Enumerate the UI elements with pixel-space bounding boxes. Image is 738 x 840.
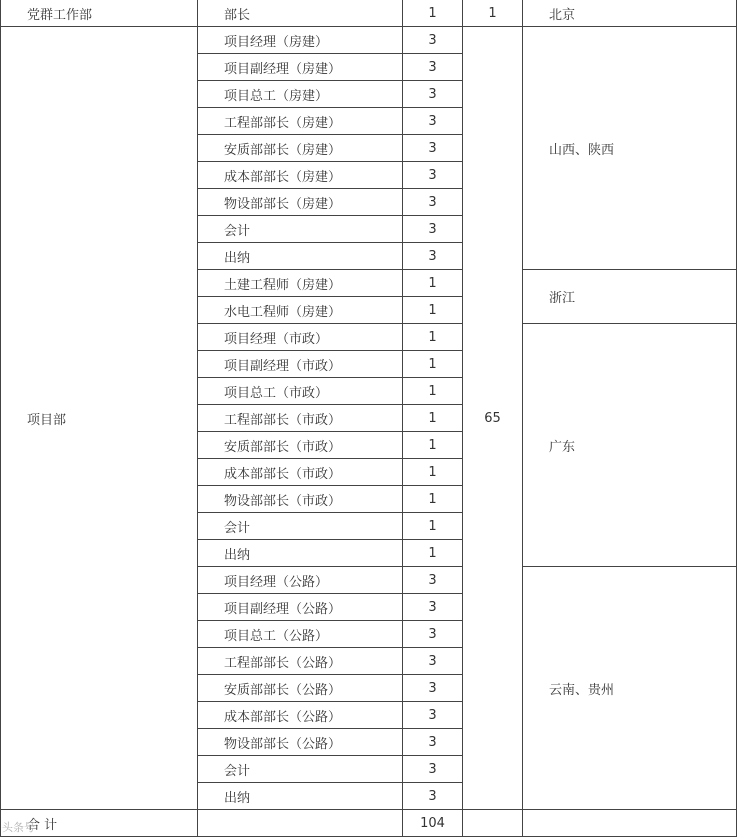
position-cell: 部长 <box>198 0 403 27</box>
position-cell: 项目副经理（市政） <box>198 351 403 378</box>
position-cell: 出纳 <box>198 783 403 810</box>
position-cell: 项目经理（公路） <box>198 567 403 594</box>
location-cell: 广东 <box>523 324 737 567</box>
subtotal-cell: 65 <box>463 27 523 810</box>
location-cell: 云南、贵州 <box>523 567 737 810</box>
position-cell: 出纳 <box>198 540 403 567</box>
count-cell: 1 <box>403 297 463 324</box>
total-label-cell: 合 计 <box>1 810 198 837</box>
count-cell: 3 <box>403 675 463 702</box>
count-cell: 3 <box>403 54 463 81</box>
count-cell: 3 <box>403 567 463 594</box>
position-cell: 成本部部长（市政） <box>198 459 403 486</box>
empty-cell <box>463 810 523 837</box>
count-cell: 3 <box>403 108 463 135</box>
position-cell: 工程部部长（公路） <box>198 648 403 675</box>
empty-cell <box>523 810 737 837</box>
count-cell: 1 <box>403 351 463 378</box>
subtotal-cell: 1 <box>463 0 523 27</box>
count-cell: 3 <box>403 162 463 189</box>
count-cell: 1 <box>403 378 463 405</box>
dept-cell: 项目部 <box>1 27 198 810</box>
position-cell: 会计 <box>198 513 403 540</box>
position-cell: 会计 <box>198 216 403 243</box>
position-cell: 土建工程师（房建） <box>198 270 403 297</box>
total-count-cell: 104 <box>403 810 463 837</box>
position-cell: 工程部部长（市政） <box>198 405 403 432</box>
position-cell: 成本部部长（公路） <box>198 702 403 729</box>
count-cell: 1 <box>403 513 463 540</box>
count-cell: 3 <box>403 621 463 648</box>
position-cell: 项目经理（房建） <box>198 27 403 54</box>
count-cell: 3 <box>403 189 463 216</box>
position-cell: 物设部部长（公路） <box>198 729 403 756</box>
position-cell: 安质部部长（市政） <box>198 432 403 459</box>
count-cell: 3 <box>403 243 463 270</box>
count-cell: 1 <box>403 540 463 567</box>
count-cell: 1 <box>403 432 463 459</box>
count-cell: 1 <box>403 405 463 432</box>
location-cell: 北京 <box>523 0 737 27</box>
position-cell: 项目副经理（公路） <box>198 594 403 621</box>
count-cell: 3 <box>403 702 463 729</box>
position-cell: 项目经理（市政） <box>198 324 403 351</box>
dept-cell: 党群工作部 <box>1 0 198 27</box>
empty-cell <box>198 810 403 837</box>
position-cell: 项目副经理（房建） <box>198 54 403 81</box>
count-cell: 1 <box>403 459 463 486</box>
position-cell: 物设部部长（市政） <box>198 486 403 513</box>
position-cell: 安质部部长（房建） <box>198 135 403 162</box>
count-cell: 3 <box>403 81 463 108</box>
count-cell: 3 <box>403 594 463 621</box>
table-row <box>1 27 737 54</box>
count-cell: 1 <box>403 324 463 351</box>
position-cell: 水电工程师（房建） <box>198 297 403 324</box>
watermark: 头条号 <box>2 821 35 834</box>
position-cell: 成本部部长（房建） <box>198 162 403 189</box>
table-row <box>1 0 737 27</box>
position-cell: 项目总工（市政） <box>198 378 403 405</box>
position-cell: 安质部部长（公路） <box>198 675 403 702</box>
count-cell: 3 <box>403 135 463 162</box>
position-cell: 物设部部长（房建） <box>198 189 403 216</box>
count-cell: 3 <box>403 756 463 783</box>
count-cell: 1 <box>403 270 463 297</box>
count-cell: 3 <box>403 216 463 243</box>
count-cell: 3 <box>403 783 463 810</box>
position-cell: 工程部部长（房建） <box>198 108 403 135</box>
count-cell: 3 <box>403 729 463 756</box>
position-cell: 出纳 <box>198 243 403 270</box>
count-cell: 3 <box>403 648 463 675</box>
count-cell: 3 <box>403 27 463 54</box>
position-cell: 项目总工（房建） <box>198 81 403 108</box>
total-row <box>1 810 737 837</box>
location-cell: 山西、陕西 <box>523 27 737 270</box>
location-cell: 浙江 <box>523 270 737 324</box>
count-cell: 1 <box>403 486 463 513</box>
position-cell: 项目总工（公路） <box>198 621 403 648</box>
count-cell: 1 <box>403 0 463 27</box>
position-cell: 会计 <box>198 756 403 783</box>
